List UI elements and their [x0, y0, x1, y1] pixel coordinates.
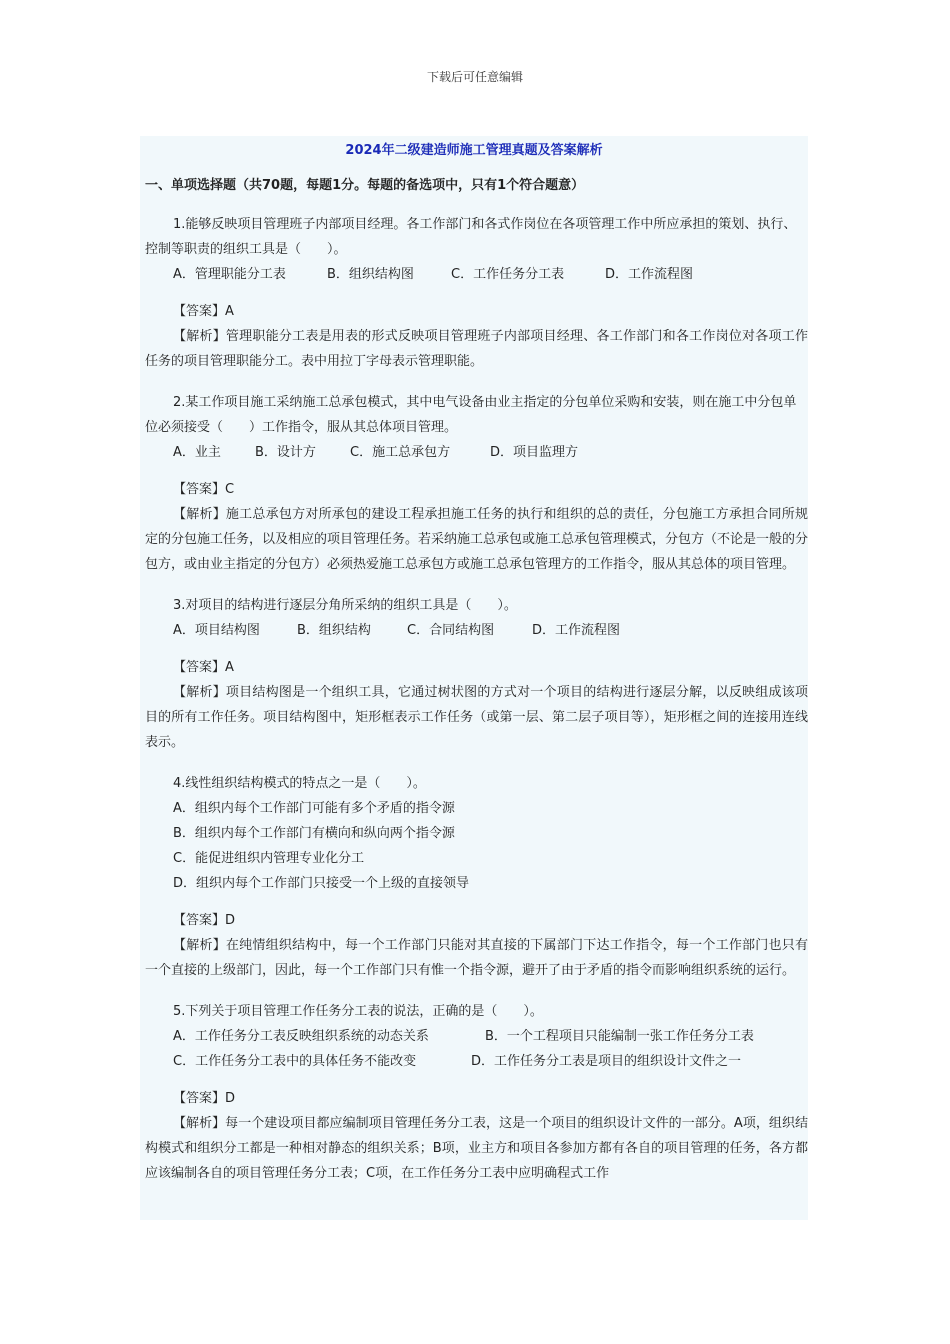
document-body — [140, 136, 808, 1220]
question-2 — [140, 390, 808, 577]
question-stem: 2.某工作项目施工采纳施工总承包模式，其中电气设备由业主指定的分包单位采购和安装，则在施工中分包单位必须接受（ ）工作指令，服从其总体项目管理。 — [145, 395, 797, 435]
analysis: 【解析】每一个建设项目都应编制项目管理任务分工表，这是一个项目的组织设计文件的一部分。A项，组织结构模式和组织分工都是一种相对静态的组织关系；B项，业主方和项目各参加方都有各自的项目管理的任务，各方都应该编制各自的项目管理任务分工表；C项，在工作任务分工表中应明确程式工作 — [145, 1116, 808, 1181]
answer: 【答案】A — [173, 660, 234, 675]
question-options — [140, 1024, 808, 1049]
answer: 【答案】C — [173, 482, 235, 497]
option-d: D．项目监理方 — [490, 445, 579, 460]
answer: 【答案】D — [173, 913, 236, 928]
option-d: D．组织内每个工作部门只接受一个上级的直接领导 — [173, 876, 470, 891]
option-a: A．管理职能分工表 — [173, 267, 286, 282]
option-b: B．组织内每个工作部门有横向和纵向两个指令源 — [173, 826, 455, 841]
question-3 — [140, 593, 808, 755]
question-options — [140, 440, 808, 465]
question-stem: 1.能够反映项目管理班子内部项目经理。各工作部门和各式作岗位在各项管理工作中所应承担的策划、执行、控制等职责的组织工具是（ ）。 — [145, 217, 797, 257]
option-b: B．设计方 — [255, 445, 316, 460]
question-stem: 3.对项目的结构进行逐层分角所采纳的组织工具是（ ）。 — [173, 598, 517, 613]
analysis: 【解析】管理职能分工表是用表的形式反映项目管理班子内部项目经理、各工作部门和各工作岗位对各项工作任务的项目管理职能分工。表中用拉丁字母表示管理职能。 — [145, 329, 808, 369]
option-d: D．工作流程图 — [532, 623, 621, 638]
question-1 — [140, 212, 808, 374]
option-c: C．工作任务分工表 — [451, 267, 565, 282]
answer: 【答案】A — [173, 304, 234, 319]
option-d: D．工作流程图 — [605, 267, 694, 282]
option-b: B．组织结构 — [297, 623, 371, 638]
option-a: A．项目结构图 — [173, 623, 260, 638]
option-c: C．施工总承包方 — [350, 445, 451, 460]
question-options — [140, 262, 808, 287]
question-options — [140, 1049, 808, 1074]
option-c: C．合同结构图 — [407, 623, 495, 638]
option-d: D．工作任务分工表是项目的组织设计文件之一 — [471, 1054, 742, 1069]
answer: 【答案】D — [173, 1091, 236, 1106]
question-4 — [140, 771, 808, 983]
option-c: C．能促进组织内管理专业化分工 — [173, 851, 365, 866]
option-a: A．组织内每个工作部门可能有多个矛盾的指令源 — [173, 801, 455, 816]
analysis: 【解析】项目结构图是一个组织工具，它通过树状图的方式对一个项目的结构进行逐层分解，以反映组成该项目的所有工作任务。项目结构图中，矩形框表示工作任务（或第一层、第二层子项目等），矩形框之间的连接用连线表示。 — [145, 685, 808, 750]
option-c: C．工作任务分工表中的具体任务不能改变 — [173, 1054, 417, 1069]
question-stem: 4.线性组织结构模式的特点之一是（ ）。 — [173, 776, 426, 791]
section-heading: 一、单项选择题（共70题，每题1分。每题的备选项中，只有1个符合题意） — [145, 178, 585, 193]
page-header: 下载后可任意编辑 — [426, 70, 523, 84]
question-5 — [140, 999, 808, 1186]
option-b: B．组织结构图 — [327, 267, 414, 282]
option-b: B．一个工程项目只能编制一张工作任务分工表 — [485, 1029, 754, 1044]
document-title: 2024年二级建造师施工管理真题及答案解析 — [345, 143, 603, 158]
analysis: 【解析】在纯情组织结构中，每一个工作部门只能对其直接的下属部门下达工作指令，每一个工作部门也只有一个直接的上级部门，因此，每一个工作部门只有惟一个指令源，避开了由于矛盾的指令而影响组织系统的运行。 — [145, 938, 808, 978]
option-a: A．业主 — [173, 445, 221, 460]
question-options — [140, 618, 808, 643]
option-a: A．工作任务分工表反映组织系统的动态关系 — [173, 1029, 429, 1044]
question-stem: 5.下列关于项目管理工作任务分工表的说法，正确的是（ ）。 — [173, 1004, 543, 1019]
analysis: 【解析】施工总承包方对所承包的建设工程承担施工任务的执行和组织的总的责任，分包施工方承担合同所规定的分包施工任务，以及相应的项目管理任务。若采纳施工总承包或施工总承包管理模式，分包方（不论是一般的分包方，或由业主指定的分包方）必须热爱施工总承包方或施工总承包管理方的工作指令，服从其总体的项目管理。 — [145, 507, 808, 572]
